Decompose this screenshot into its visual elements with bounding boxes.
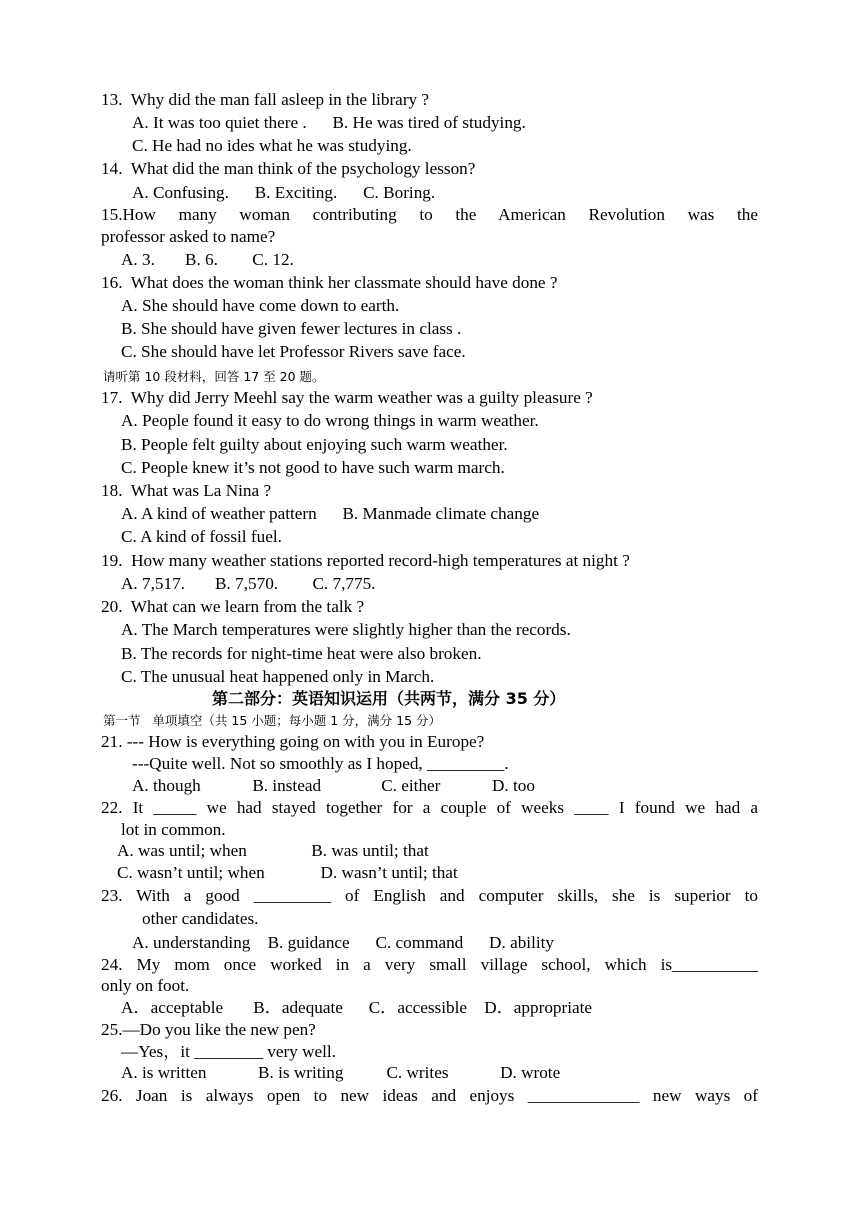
- q24-question-line2: only on foot.: [101, 976, 190, 995]
- q23-question-line2: other candidates.: [142, 909, 259, 928]
- q26-question-line1: 26. Joan is always open to new ideas and enjoys _____________ new ways of: [101, 1086, 758, 1105]
- q15-options: A. 3. B. 6. C. 12.: [121, 250, 294, 269]
- q22-question-line1: 22. It _____ we had stayed together for a couple of weeks ____ I found we had a: [101, 798, 758, 817]
- q20-question: 20. What can we learn from the talk ?: [101, 597, 365, 616]
- q22-question-line2: lot in common.: [121, 820, 226, 839]
- q23-question-line1: 23. With a good _________ of English and computer skills, she is superior to: [101, 886, 758, 905]
- q16-option-a: A. She should have come down to earth.: [121, 296, 400, 315]
- q19-options: A. 7,517. B. 7,570. C. 7,775.: [121, 574, 376, 593]
- q18-question: 18. What was La Nina ?: [101, 481, 272, 500]
- q17-option-a: A. People found it easy to do wrong things in warm weather.: [121, 411, 539, 430]
- q16-option-b: B. She should have given fewer lectures in class .: [121, 319, 462, 338]
- part-two-heading: 第二部分：英语知识运用（共两节，满分 35 分）: [212, 689, 566, 708]
- q20-option-c: C. The unusual heat happened only in March.: [121, 667, 435, 686]
- q13-options-ab: A. It was too quiet there . B. He was tired of studying.: [132, 113, 526, 132]
- section-instruction: 请听第 10 段材料，回答 17 至 20 题。: [103, 369, 325, 384]
- q19-question: 19. How many weather stations reported record-high temperatures at night ?: [101, 551, 630, 570]
- q18-options-ab: A. A kind of weather pattern B. Manmade climate change: [121, 504, 540, 523]
- q24-question-line1: 24. My mom once worked in a very small village school, which is__________: [101, 955, 758, 974]
- q21-options: A. though B. instead C. either D. too: [132, 776, 535, 795]
- q15-question-line1: 15.How many woman contributing to the American Revolution was the: [101, 205, 758, 224]
- q22-options-ab: A. was until; when B. was until; that: [117, 841, 429, 860]
- q25-options: A. is written B. is writing C. writes D. wrote: [121, 1063, 561, 1082]
- q18-option-c: C. A kind of fossil fuel.: [121, 527, 282, 546]
- q13-question: 13. Why did the man fall asleep in the library ?: [101, 90, 430, 109]
- q20-option-a: A. The March temperatures were slightly higher than the records.: [121, 620, 571, 639]
- q14-question: 14. What did the man think of the psychology lesson?: [101, 159, 476, 178]
- q15-question-line2: professor asked to name?: [101, 227, 276, 246]
- q24-options: A．acceptable B．adequate C．accessible D．appropriate: [121, 998, 593, 1017]
- q14-options: A. Confusing. B. Exciting. C. Boring.: [132, 183, 436, 202]
- q25-question: 25.—Do you like the new pen?: [101, 1020, 316, 1039]
- q25-dialogue: —Yes，it ________ very well.: [121, 1042, 337, 1061]
- q21-question: 21. --- How is everything going on with you in Europe?: [101, 732, 485, 751]
- q21-dialogue: ---Quite well. Not so smoothly as I hoped, _________.: [132, 754, 509, 773]
- q17-option-b: B. People felt guilty about enjoying such warm weather.: [121, 435, 508, 454]
- q20-option-b: B. The records for night-time heat were also broken.: [121, 644, 482, 663]
- q23-options: A. understanding B. guidance C. command D. ability: [132, 933, 554, 952]
- section-one-heading: 第一节 单项填空（共 15 小题；每小题 1 分，满分 15 分）: [103, 713, 442, 728]
- q22-options-cd: C. wasn’t until; when D. wasn’t until; that: [117, 863, 458, 882]
- q16-question: 16. What does the woman think her classmate should have done ?: [101, 273, 558, 292]
- q13-option-c: C. He had no ides what he was studying.: [132, 136, 412, 155]
- q17-option-c: C. People knew it’s not good to have such warm march.: [121, 458, 505, 477]
- q17-question: 17. Why did Jerry Meehl say the warm weather was a guilty pleasure ?: [101, 388, 593, 407]
- q16-option-c: C. She should have let Professor Rivers save face.: [121, 342, 466, 361]
